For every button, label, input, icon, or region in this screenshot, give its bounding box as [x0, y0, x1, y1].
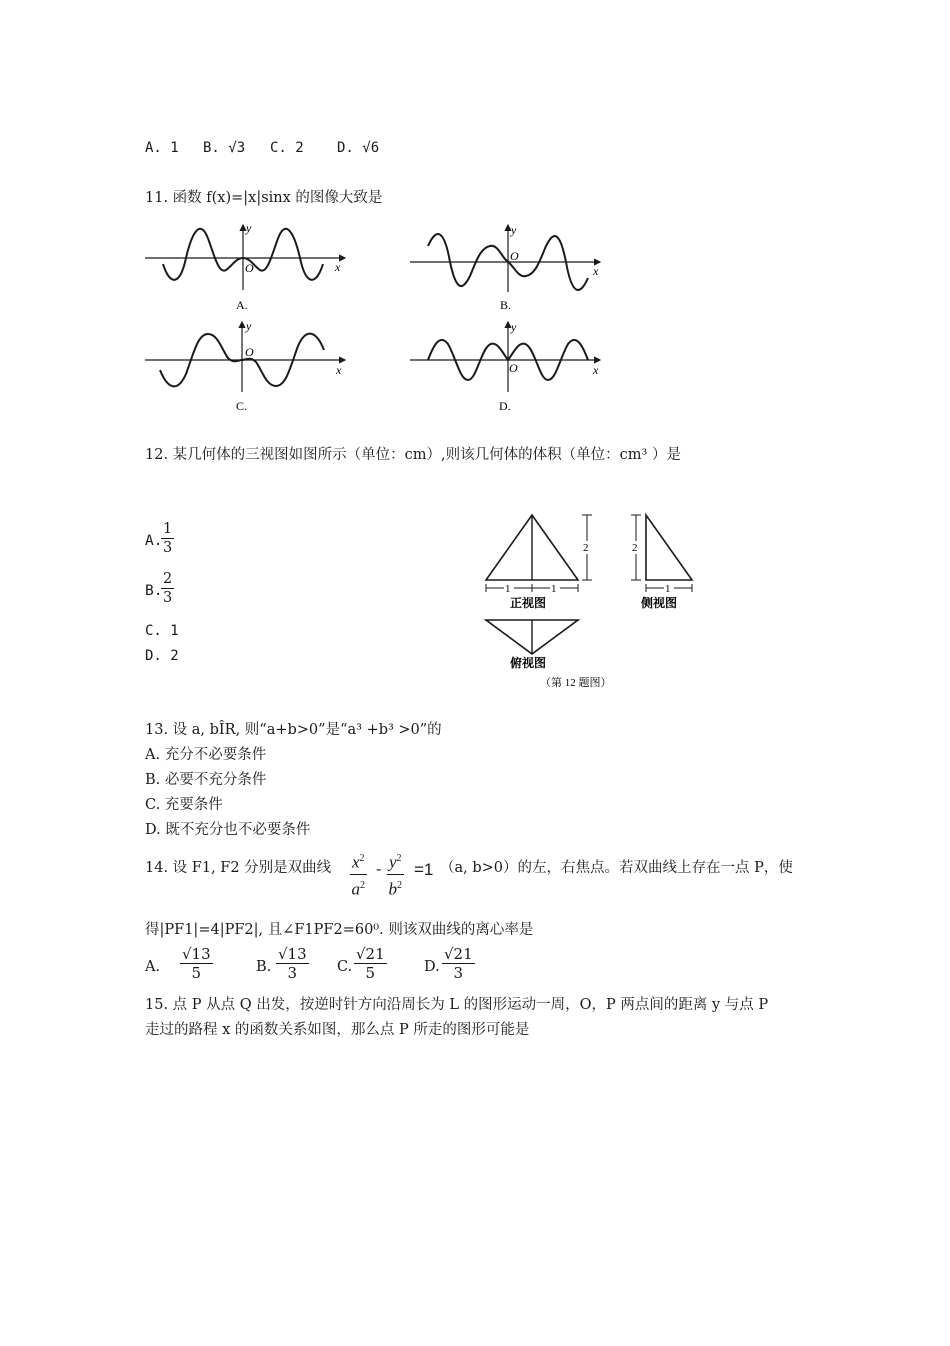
dim-front-right: 1 — [551, 583, 557, 595]
q12-three-view-figure — [480, 510, 710, 690]
q11-d-origin: O — [509, 361, 518, 375]
dim-front-height: 2 — [583, 542, 589, 554]
q13-option-a: A. 充分不必要条件 — [145, 747, 267, 763]
q14-b-num: √13 — [278, 945, 307, 963]
eq-x: x — [352, 852, 360, 872]
q11-graph-c — [145, 319, 345, 413]
eq-y: y — [389, 852, 397, 872]
q13-option-d: D. 既不充分也不必要条件 — [145, 822, 311, 838]
q11-d-x-label: x — [593, 363, 599, 377]
q12-option-c: C. 1 — [145, 623, 179, 639]
q11-c-origin: O — [245, 345, 254, 359]
q11-c-y-label: y — [246, 319, 252, 333]
eq-y-sq: 2 — [396, 853, 402, 864]
eq-a-sq: 2 — [360, 879, 366, 891]
q12-option-a-fraction — [161, 520, 174, 557]
q11-a-y-label: y — [246, 221, 252, 235]
q14-line2: 得|PF1|=4|PF2|, 且∠F1PF2=60⁰. 则该双曲线的离心率是 — [145, 922, 534, 938]
q11-b-y-label: y — [511, 223, 517, 237]
q11-graph-a — [145, 221, 345, 312]
q14-c-den: 5 — [365, 964, 376, 982]
q11-graph-b — [410, 223, 600, 312]
dim-side-height: 2 — [632, 542, 638, 554]
q12-b-numerator: 2 — [163, 571, 173, 587]
eq-x-sq: 2 — [359, 853, 365, 864]
q12-a-numerator: 1 — [163, 521, 173, 537]
q14-option-a-fraction — [180, 945, 213, 982]
top-view-label: 俯视图 — [510, 656, 547, 670]
q14-option-d-prefix: D. — [424, 959, 440, 975]
eq-rhs: =1 — [414, 860, 434, 879]
q13-stem: 13. 设 a, bÎR, 则“a+b>0”是“a³ +b³ >0”的 — [145, 722, 442, 738]
q11-b-origin: O — [510, 249, 519, 263]
fig-caption: （第 12 题图） — [540, 677, 612, 689]
q14-d-num: √21 — [444, 945, 473, 963]
q14-option-d-fraction — [442, 945, 475, 982]
q10-option-c: C. 2 — [270, 140, 304, 156]
q14-b-den: 3 — [287, 964, 298, 982]
q11-b-label: B. — [500, 298, 512, 312]
q14-a-num: √13 — [182, 945, 211, 963]
q14-option-c-fraction — [354, 945, 387, 982]
q14-option-a-prefix: A. — [145, 959, 161, 975]
eq-x-frac — [350, 848, 367, 900]
dim-side-width: 1 — [665, 583, 671, 595]
q11-c-label: C. — [236, 399, 248, 413]
q12-option-b-prefix: B. — [145, 583, 163, 599]
q11-a-label: A. — [236, 298, 248, 312]
q10-option-d: D. √6 — [337, 140, 380, 156]
q11-c-x-label: x — [336, 363, 342, 377]
q11-graphs — [0, 215, 950, 445]
q12-option-b-fraction — [161, 570, 174, 607]
q13-option-b: B. 必要不充分条件 — [145, 772, 267, 788]
q14-stem-post: （a, b>0）的左，右焦点。若双曲线上存在一点 P，使 — [440, 860, 793, 876]
q14-c-num: √21 — [356, 945, 385, 963]
side-view-label: 侧视图 — [641, 596, 678, 610]
front-view — [486, 515, 592, 610]
q12-a-denominator: 3 — [163, 540, 173, 556]
q11-d-label: D. — [499, 399, 511, 413]
q14-a-den: 5 — [191, 964, 202, 982]
q14-option-c-prefix: C. — [337, 959, 353, 975]
eq-b-sq: 2 — [397, 879, 403, 891]
q11-stem: 11. 函数 f(x)=|x|sinx 的图像大致是 — [145, 190, 383, 206]
eq-minus: - — [376, 859, 382, 878]
q14-option-b-prefix: B. — [256, 959, 272, 975]
q11-a-origin: O — [245, 261, 254, 275]
q10-option-b: B. √3 — [203, 140, 246, 156]
q13-option-c: C. 充要条件 — [145, 797, 223, 813]
q11-b-x-label: x — [593, 264, 599, 278]
q14-d-den: 3 — [453, 964, 464, 982]
side-view — [631, 515, 692, 610]
front-view-label: 正视图 — [510, 596, 547, 610]
q12-option-a-prefix: A. — [145, 533, 163, 549]
q10-option-a: A. 1 — [145, 140, 179, 156]
top-view — [486, 620, 578, 670]
q15-line2: 走过的路程 x 的函数关系如图，那么点 P 所走的图形可能是 — [145, 1022, 530, 1038]
eq-y-frac — [387, 848, 404, 900]
q11-a-x-label: x — [335, 260, 341, 274]
eq-a: a — [351, 879, 361, 899]
q15-line1: 15. 点 P 从点 Q 出发，按逆时针方向沿周长为 L 的图形运动一周，O，P 两点间的距离 y 与点 P — [145, 997, 769, 1013]
q14-hyperbola-equation — [350, 848, 442, 898]
q11-graph-d — [410, 320, 600, 413]
dim-front-left: 1 — [505, 583, 511, 595]
q12-option-d: D. 2 — [145, 648, 179, 664]
eq-b: b — [388, 879, 398, 899]
q12-b-denominator: 3 — [163, 590, 173, 606]
q14-stem-pre: 14. 设 F1, F2 分别是双曲线 — [145, 860, 332, 876]
q14-option-b-fraction — [276, 945, 309, 982]
q11-d-y-label: y — [511, 320, 517, 334]
q12-stem: 12. 某几何体的三视图如图所示（单位：cm）,则该几何体的体积（单位：cm³ ）是 — [145, 447, 681, 463]
